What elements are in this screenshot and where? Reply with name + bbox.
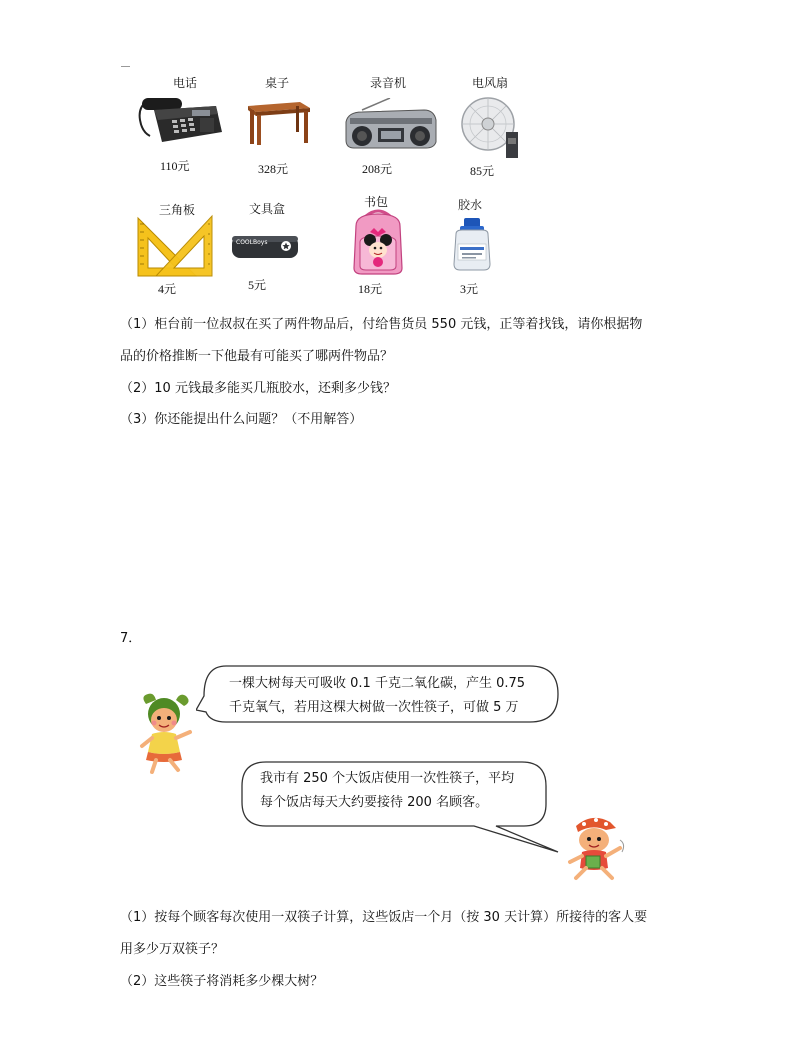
q7-line-3: （2）这些筷子将消耗多少棵大树？ [120, 974, 324, 989]
set-square-icon [136, 214, 214, 278]
product-label-cassette-player: 录音机 [369, 76, 406, 90]
bubble-1-line-2: 千克氧气，若用这棵大树做一次性筷子，可做 5 万 [229, 700, 519, 715]
glue-bottle-icon [450, 216, 494, 272]
product-label-schoolbag: 书包 [363, 195, 388, 209]
q6-line-2: 品的价格推断一下他最有可能买了哪两件物品？ [120, 349, 394, 364]
table-icon [244, 100, 312, 146]
product-price-telephone: 110元 [160, 159, 190, 173]
product-label-set-square: 三角板 [158, 203, 195, 217]
bubble-2-line-2: 每个饭店每天大约要接待 200 名顾客。 [260, 795, 489, 810]
schoolbag-icon [348, 206, 408, 276]
bubble-1-line-1: 一棵大树每天可吸收 0.1 千克二氧化碳，产生 0.75 [229, 676, 526, 691]
product-label-telephone: 电话 [172, 76, 197, 90]
girl-cartoon-icon [136, 690, 196, 774]
q7-line-1: （1）按每个顾客每次使用一双筷子计算，这些饭店一个月（按 30 天计算）所接待的客人要 [120, 910, 648, 925]
electric-fan-icon [460, 94, 520, 160]
bubble-2-line-1: 我市有 250 个大饭店使用一次性筷子，平均 [260, 771, 515, 786]
cassette-player-icon [344, 98, 438, 150]
product-price-cassette-player: 208元 [362, 162, 393, 176]
question-7-number: 7． [120, 631, 142, 646]
product-price-glue: 3元 [460, 282, 479, 296]
product-price-pencil-case: 5元 [248, 278, 267, 292]
q6-line-1: （1）柜台前一位叔叔在买了两件物品后，付给售货员 550 元钱，正等着找钱，请你根据物 [120, 317, 643, 332]
product-price-set-square: 4元 [158, 282, 177, 296]
product-label-fan: 电风扇 [471, 76, 508, 90]
pencil-case-icon [230, 232, 300, 262]
product-price-fan: 85元 [470, 164, 495, 178]
product-label-pencil-case: 文具盒 [248, 202, 285, 216]
header-dash [121, 66, 130, 67]
product-price-table: 328元 [258, 162, 289, 176]
q6-line-4: （3）你还能提出什么问题？（不用解答） [120, 412, 363, 427]
product-label-glue: 胶水 [457, 198, 482, 212]
product-price-schoolbag: 18元 [358, 282, 383, 296]
telephone-icon [132, 92, 224, 150]
pencil-case-text: COOLBoys [236, 239, 268, 246]
q6-line-3: （2）10 元钱最多能买几瓶胶水，还剩多少钱？ [120, 381, 396, 396]
product-label-table: 桌子 [264, 76, 289, 90]
q7-line-2: 用多少万双筷子？ [120, 942, 225, 957]
boy-cartoon-icon [562, 812, 630, 884]
